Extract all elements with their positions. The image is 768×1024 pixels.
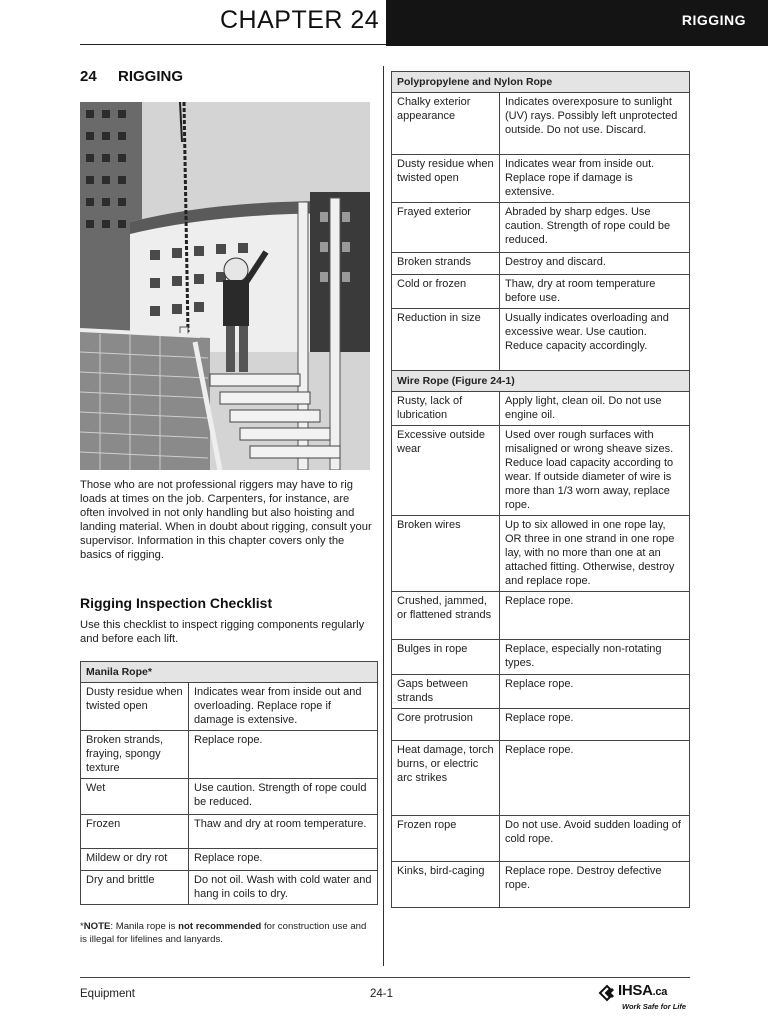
table-row bbox=[81, 849, 378, 871]
action-cell: Replace rope. bbox=[500, 709, 690, 741]
logo-text: IHSA.ca bbox=[618, 982, 668, 999]
table-row bbox=[81, 683, 378, 731]
footer-rule bbox=[80, 977, 690, 978]
action-cell: Do not use. Avoid sudden loading of cold rope. bbox=[500, 816, 690, 862]
condition-cell: Rusty, lack of lubrication bbox=[392, 392, 500, 426]
table-row bbox=[392, 862, 690, 908]
manila-footnote: *NOTE: Manila rope is not recommended for construction use and is illegal for lifelines and lanyards. bbox=[80, 921, 367, 945]
page-number: 24-1 bbox=[370, 988, 394, 1000]
condition-cell: Broken wires bbox=[392, 516, 500, 592]
table-row bbox=[392, 741, 690, 816]
condition-cell: Bulges in rope bbox=[392, 640, 500, 675]
section-heading bbox=[80, 68, 183, 85]
table-row bbox=[392, 675, 690, 709]
table-row bbox=[81, 779, 378, 815]
condition-cell: Frozen rope bbox=[392, 816, 500, 862]
condition-cell: Broken strands bbox=[392, 253, 500, 275]
condition-cell: Frozen bbox=[81, 815, 189, 849]
wire-rope-header: Wire Rope (Figure 24-1) bbox=[392, 371, 690, 392]
action-cell: Used over rough surfaces with misaligned or wrong sheave sizes. Reduce load capacity according to wear. If outside diameter of wire is more than 1/3 worn away, replace rope. bbox=[500, 426, 690, 516]
action-cell: Replace rope. bbox=[500, 675, 690, 709]
action-cell: Destroy and discard. bbox=[500, 253, 690, 275]
ihsa-logo bbox=[598, 982, 690, 1014]
table-row bbox=[392, 93, 690, 155]
table-row bbox=[392, 275, 690, 309]
action-cell: Use caution. Strength of rope could be reduced. bbox=[189, 779, 378, 815]
condition-cell: Kinks, bird-caging bbox=[392, 862, 500, 908]
column-divider bbox=[383, 66, 384, 966]
condition-cell: Excessive outside wear bbox=[392, 426, 500, 516]
rigging-photo bbox=[80, 102, 370, 470]
condition-cell: Reduction in size bbox=[392, 309, 500, 371]
table-row bbox=[392, 155, 690, 203]
action-cell: Indicates wear from inside out. Replace rope if damage is extensive. bbox=[500, 155, 690, 203]
action-cell: Indicates overexposure to sunlight (UV) rays. Possibly left unprotected outside. Do not use. Discard. bbox=[500, 93, 690, 155]
action-cell: Apply light, clean oil. Do not use engine oil. bbox=[500, 392, 690, 426]
action-cell: Replace, especially non-rotating types. bbox=[500, 640, 690, 675]
condition-cell: Dry and brittle bbox=[81, 871, 189, 905]
condition-cell: Dusty residue when twisted open bbox=[81, 683, 189, 731]
table-row bbox=[392, 309, 690, 371]
condition-cell: Broken strands, fraying, spongy texture bbox=[81, 731, 189, 779]
condition-cell: Mildew or dry rot bbox=[81, 849, 189, 871]
ihsa-mark-icon bbox=[598, 984, 616, 1002]
table-row bbox=[81, 731, 378, 779]
action-cell: Replace rope. bbox=[189, 731, 378, 779]
table-row bbox=[392, 709, 690, 741]
not-recommended-emphasis: not recommended bbox=[178, 921, 262, 932]
table-row bbox=[392, 592, 690, 640]
table-row bbox=[81, 871, 378, 905]
table-row bbox=[392, 253, 690, 275]
poly-nylon-header: Polypropylene and Nylon Rope bbox=[392, 72, 690, 93]
action-cell: Thaw, dry at room temperature before use. bbox=[500, 275, 690, 309]
header-rule bbox=[80, 44, 386, 45]
condition-cell: Wet bbox=[81, 779, 189, 815]
action-cell: Abraded by sharp edges. Use caution. Strength of rope could be reduced. bbox=[500, 203, 690, 253]
condition-cell: Cold or frozen bbox=[392, 275, 500, 309]
condition-cell: Core protrusion bbox=[392, 709, 500, 741]
manila-rope-header: Manila Rope* bbox=[81, 662, 378, 683]
condition-cell: Heat damage, torch burns, or electric arc strikes bbox=[392, 741, 500, 816]
table-row bbox=[392, 516, 690, 592]
table-row bbox=[81, 815, 378, 849]
table-row bbox=[392, 203, 690, 253]
action-cell: Do not oil. Wash with cold water and hang in coils to dry. bbox=[189, 871, 378, 905]
section-number: 24 bbox=[80, 68, 97, 85]
table-row bbox=[392, 640, 690, 675]
logo-tagline: Work Safe for Life bbox=[622, 1002, 687, 1011]
action-cell: Up to six allowed in one rope lay, OR three in one strand in one rope lay, with no more than one at an attached fitting. Otherwise, destroy and replace rope. bbox=[500, 516, 690, 592]
action-cell: Replace rope. bbox=[500, 741, 690, 816]
section-banner bbox=[386, 0, 768, 46]
condition-cell: Gaps between strands bbox=[392, 675, 500, 709]
table-row bbox=[392, 392, 690, 426]
condition-cell: Crushed, jammed, or flattened strands bbox=[392, 592, 500, 640]
action-cell: Indicates wear from inside out and overloading. Replace rope if damage is extensive. bbox=[189, 683, 378, 731]
table-row bbox=[392, 816, 690, 862]
action-cell: Replace rope. Destroy defective rope. bbox=[500, 862, 690, 908]
checklist-description: Use this checklist to inspect rigging components regularly and before each lift. bbox=[80, 619, 365, 645]
action-cell: Thaw and dry at room temperature. bbox=[189, 815, 378, 849]
checklist-heading: Rigging Inspection Checklist bbox=[80, 595, 273, 611]
table-row bbox=[392, 426, 690, 516]
note-label: NOTE bbox=[83, 921, 111, 932]
condition-cell: Chalky exterior appearance bbox=[392, 93, 500, 155]
intro-paragraph: Those who are not professional riggers may have to rig loads at times on the job. Carpenters, for instance, are often involved in not only handling but also hoisting and landing material. When in doubt about rigging, consult your supervisor. Information in this chapter covers only the basics of rigging. bbox=[80, 479, 372, 561]
rigging-photo-illustration bbox=[80, 102, 370, 470]
condition-cell: Dusty residue when twisted open bbox=[392, 155, 500, 203]
rope-inspection-table bbox=[391, 71, 690, 908]
condition-cell: Frayed exterior bbox=[392, 203, 500, 253]
footer-section: Equipment bbox=[80, 988, 135, 1000]
section-heading-text: RIGGING bbox=[118, 68, 184, 85]
action-cell: Replace rope. bbox=[189, 849, 378, 871]
chapter-title: CHAPTER 24 bbox=[220, 6, 380, 34]
manila-rope-table bbox=[80, 661, 378, 905]
action-cell: Usually indicates overloading and excessive wear. Use caution. Reduce capacity accordingly. bbox=[500, 309, 690, 371]
section-label: RIGGING bbox=[681, 12, 746, 28]
action-cell: Replace rope. bbox=[500, 592, 690, 640]
